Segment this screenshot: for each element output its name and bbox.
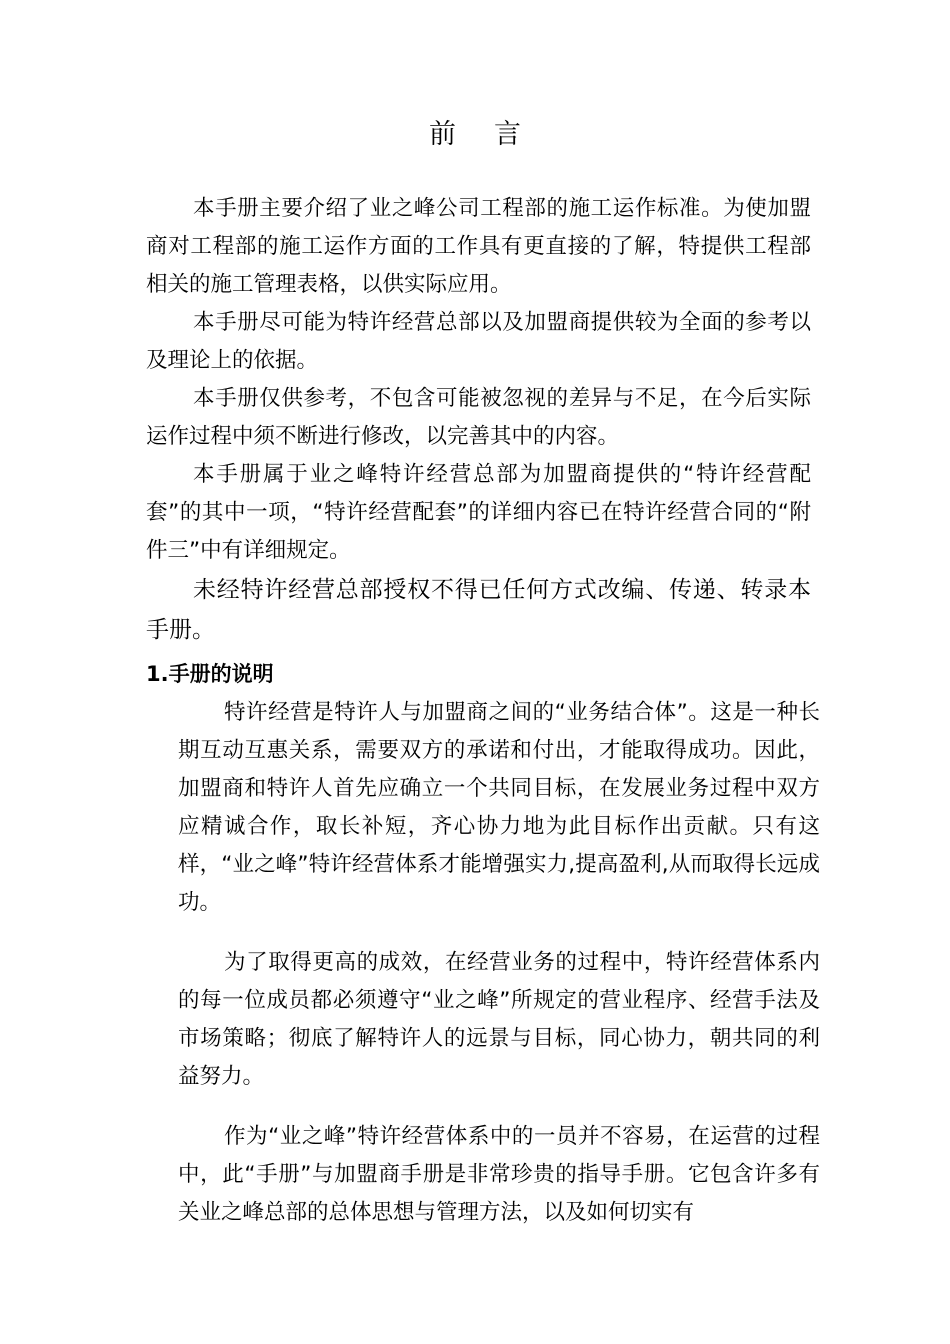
page-title: 前言 — [429, 119, 559, 150]
section-paragraph: 为了取得更高的成效，在经营业务的过程中，特许经营体系内的每一位成员都必须遵守“业之峰”所规定的营业程序、经营手法及市场策略；彻底了解特许人的远景与目标，同心协力，朝共同的利益努力。 — [178, 950, 820, 1089]
preface-paragraph: 本手册属于业之峰特许经营总部为加盟商提供的“特许经营配套”的其中一项，“特许经营配套”的详细内容已在特许经营合同的“附件三”中有详细规定。 — [146, 462, 811, 563]
section-heading: 1.手册的说明 — [146, 662, 274, 686]
preface-paragraph: 本手册主要介绍了业之峰公司工程部的施工运作标准。为使加盟商对工程部的施工运作方面的工作具有更直接的了解，特提供工程部相关的施工管理表格，以供实际应用。 — [146, 196, 811, 297]
preface-paragraph: 本手册仅供参考，不包含可能被忽视的差异与不足，在今后实际运作过程中须不断进行修改，以完善其中的内容。 — [146, 386, 811, 449]
section-paragraph: 作为“业之峰”特许经营体系中的一员并不容易，在运营的过程中，此“手册”与加盟商手册是非常珍贵的指导手册。它包含许多有关业之峰总部的总体思想与管理方法，以及如何切实有 — [178, 1124, 820, 1225]
section-body — [178, 694, 820, 1254]
preface-paragraph: 本手册尽可能为特许经营总部以及加盟商提供较为全面的参考以及理论上的依据。 — [146, 310, 811, 373]
preface-paragraph: 未经特许经营总部授权不得已任何方式改编、传递、转录本手册。 — [146, 577, 811, 643]
section-paragraph: 特许经营是特许人与加盟商之间的“业务结合体”。这是一种长期互动互惠关系，需要双方的承诺和付出，才能取得成功。因此，加盟商和特许人首先应确立一个共同目标，在发展业务过程中双方应精诚合作，取长补短，齐心协力地为此目标作出贡献。只有这样，“业之峰”特许经营体系才能增强实力,提高盈利,从而取得长远成功。 — [178, 700, 820, 915]
preface-body — [146, 190, 811, 650]
